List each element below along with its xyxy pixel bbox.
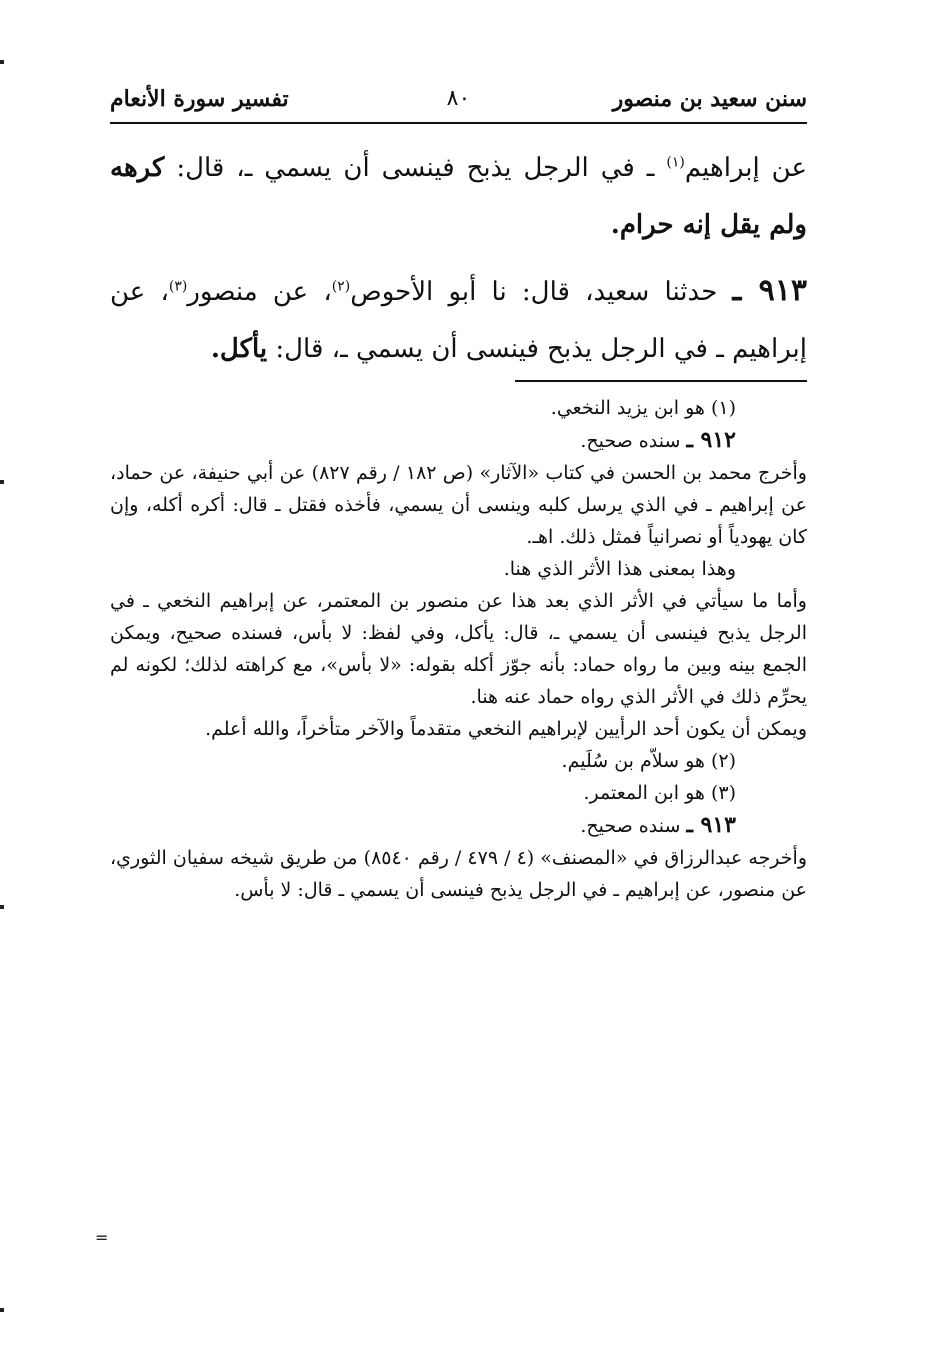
- commentary-paragraph: وأخرج محمد بن الحسن في كتاب «الآثار» (ص ١٨٢ / رقم ٨٢٧) عن أبي حنيفة، عن حماد، عن إبراهيم ـ في الذي يرسل كلبه وينسى أن يسمي، فأخذه فقتل ـ قال: أكره أكله، وإن كان يهودياً أو نصرانياً فمثل ذلك. اهـ.: [110, 462, 807, 548]
- footnote-ref-3: (٣): [168, 278, 188, 295]
- commentary-paragraph: ويمكن أن يكون أحد الرأيين لإبراهيم النخعي متقدماً والآخر متأخراً، والله أعلم.: [205, 718, 807, 740]
- book-title: سنن سعيد بن منصور: [612, 86, 807, 112]
- text-run: حدثنا سعيد، قال: نا أبو الأحوص: [350, 277, 733, 307]
- edge-mark: [0, 480, 4, 484]
- page: [110, 80, 807, 906]
- text-run: ، عن إبراهيم ـ في الرجل يذبح فينسى أن يسمي ـ، قال:: [110, 277, 807, 364]
- footnotes: [110, 392, 807, 906]
- text-run: سنده صحيح.: [580, 815, 687, 837]
- footnote-3: (٣) هو ابن المعتمر.: [583, 782, 736, 804]
- commentary-913-heading: [110, 809, 807, 842]
- narration-913: [110, 262, 807, 378]
- text-run: عن إبراهيم: [684, 153, 807, 183]
- edge-mark: [0, 905, 4, 909]
- footnote-ref-2: (٢): [331, 278, 351, 295]
- main-text: [110, 140, 807, 378]
- footnote-2: (٢) هو سلاّم بن سُلَيم.: [561, 750, 736, 772]
- text-run: ـ في الرجل يذبح فينسى أن يسمي ـ، قال:: [164, 153, 667, 183]
- running-header: [110, 80, 807, 124]
- footnote-separator: [515, 380, 807, 382]
- text-run: سنده صحيح.: [580, 430, 687, 452]
- ruling-text: كرهه ولم يقل إنه حرام.: [110, 153, 807, 240]
- page-number: ٨٠: [446, 86, 471, 111]
- edge-mark: [0, 60, 4, 64]
- narration-912-end: [110, 140, 807, 254]
- edge-mark: [0, 1308, 4, 1312]
- narration-number: ٩١٣ ـ: [732, 273, 807, 308]
- commentary-number: ٩١٣ ـ: [686, 812, 736, 838]
- commentary-paragraph: وأخرجه عبدالرزاق في «المصنف» (٤ / ٤٧٩ / رقم ٨٥٤٠) من طريق شيخه سفيان الثوري، عن منصور، عن إبراهيم ـ في الرجل يذبح فينسى أن يسمي ـ قال: لا بأس.: [110, 847, 807, 901]
- footnote-1: (١) هو ابن يزيد النخعي.: [550, 397, 736, 419]
- text-run: ، عن منصور: [187, 277, 332, 307]
- commentary-number: ٩١٢ ـ: [686, 427, 736, 453]
- footnote-ref-1: (١): [666, 154, 685, 171]
- continuation-mark: =: [95, 1228, 109, 1247]
- chapter-title: تفسير سورة الأنعام: [110, 86, 289, 112]
- commentary-paragraph: وهذا بمعنى هذا الأثر الذي هنا.: [503, 558, 736, 580]
- commentary-paragraph: وأما ما سيأتي في الأثر الذي بعد هذا عن منصور بن المعتمر، عن إبراهيم النخعي ـ في الرجل يذبح فينسى أن يسمي ـ، قال: يأكل، وفي لفظ: لا بأس، فسنده صحيح، ويمكن الجمع بينه وبين ما رواه حماد: بأنه جوّز أكله بقوله: «لا بأس»، مع كراهته لذلك؛ لكونه لم يحرِّم ذلك في الأثر الذي رواه حماد عنه هنا.: [110, 590, 807, 708]
- commentary-912-heading: [110, 424, 807, 457]
- ruling-text: يأكل.: [210, 334, 268, 364]
